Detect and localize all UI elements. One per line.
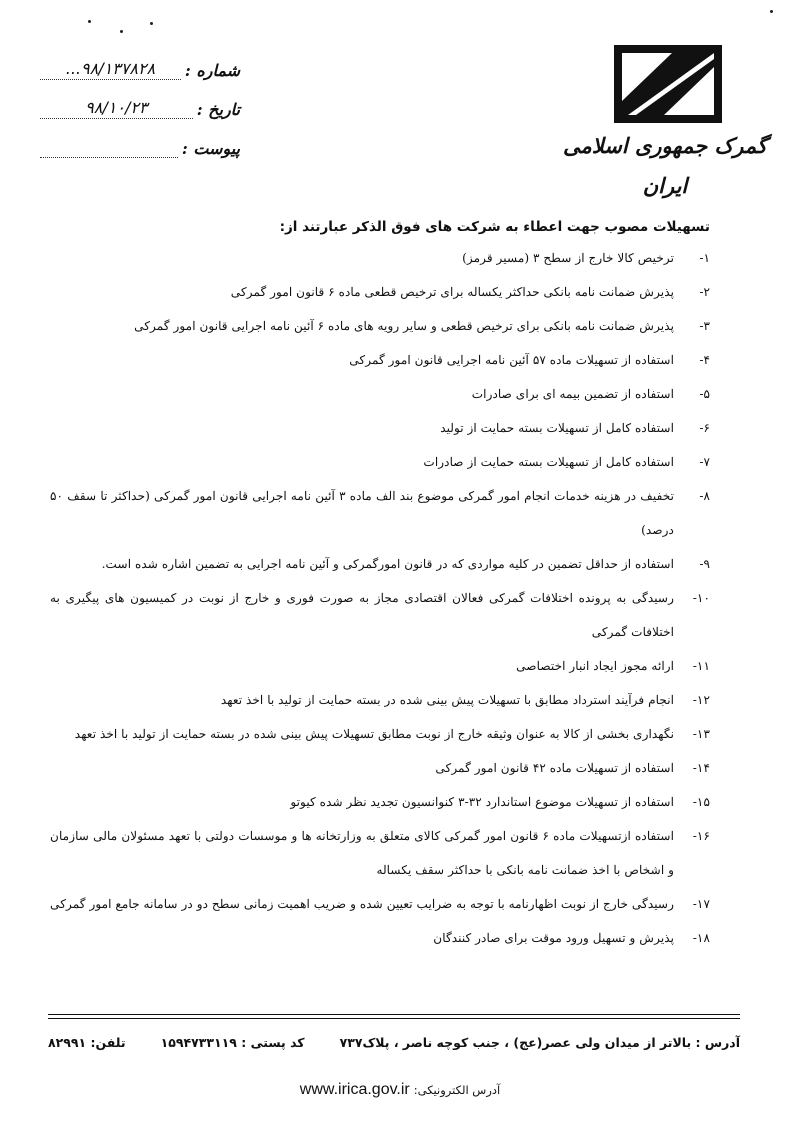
list-item	[50, 921, 710, 955]
list-item-text: پذیرش ضمانت نامه بانکی برای ترخیص قطعی و سایر رویه های ماده ۶ آئین نامه اجرایی قانون امور گمرکی	[134, 319, 674, 333]
list-item	[50, 819, 710, 887]
list-item-number: ۸-	[699, 489, 710, 503]
meta-attachment-value	[40, 137, 178, 158]
meta-date-label: تاریخ :	[196, 100, 240, 119]
list-item	[50, 377, 710, 411]
list-item-text: رسیدگی خارج از نوبت اظهارنامه با توجه به ضرایب تعیین شده و ضریب اهمیت زمانی سطح دو در سامانه جامع امور گمرکی	[50, 897, 674, 911]
list-item	[50, 479, 710, 547]
facility-list	[50, 241, 710, 955]
list-item-text: استفاده از تسهیلات ماده ۵۷ آئین نامه اجرایی قانون امور گمرکی	[349, 353, 674, 367]
list-item	[50, 785, 710, 819]
list-item-number: ۴-	[699, 353, 710, 367]
footer-web	[280, 1078, 520, 1102]
list-item-number: ۶-	[699, 421, 710, 435]
scan-speck	[150, 22, 153, 25]
meta-attachment	[40, 132, 240, 158]
list-item-number: ۱۲-	[692, 693, 710, 707]
list-item-number: ۱-	[699, 251, 710, 265]
list-item-text: استفاده از تضمین بیمه ای برای صادرات	[471, 387, 674, 401]
list-item	[50, 343, 710, 377]
customs-logo-icon	[614, 45, 722, 123]
list-item-number: ۱۴-	[692, 761, 710, 775]
organization-name: گمرک جمهوری اسلامی ایران	[562, 133, 768, 198]
list-item	[50, 275, 710, 309]
list-item-text: استفاده از تسهیلات ماده ۴۲ قانون امور گمرکی	[435, 761, 674, 775]
list-item-text: استفاده از حداقل تضمین در کلیه مواردی که در قانون امورگمرکی و آئین نامه اجرایی به تضمین اشاره شده است.	[101, 557, 674, 571]
web-url[interactable]: www.irica.gov.ir	[299, 1081, 410, 1098]
list-item	[50, 683, 710, 717]
list-item	[50, 309, 710, 343]
list-item-number: ۱۰-	[692, 591, 710, 605]
list-item-text: پذیرش ضمانت نامه بانکی حداکثر یکساله برای ترخیص قطعی ماده ۶ قانون امور گمرکی	[230, 285, 674, 299]
scan-speck	[88, 20, 91, 23]
list-item-number: ۱۷-	[692, 897, 710, 911]
list-item-number: ۱۸-	[692, 931, 710, 945]
meta-date-value: ۹۸/۱۰/۲۳	[40, 98, 193, 119]
footer-address	[48, 1030, 740, 1054]
list-item-text: تخفیف در هزینه خدمات انجام امور گمرکی موضوع بند الف ماده ۳ آئین نامه اجرایی قانون امور گمرکی (حداکثر تا سقف ۵۰ درصد)	[50, 489, 675, 537]
list-item-text: انجام فرآیند استرداد مطابق با تسهیلات پیش بینی شده در بسته حمایت از تولید با اخذ تعهد	[220, 693, 674, 707]
meta-number-label: شماره :	[184, 61, 240, 80]
list-item-text: استفاده از تسهیلات موضوع استاندارد ۳۲-۳ کنوانسیون تجدید نظر شده کیوتو	[290, 795, 674, 809]
web-label: آدرس الکترونیکی:	[413, 1083, 501, 1097]
list-item-text: استفاده ازتسهیلات ماده ۶ قانون امور گمرکی کالای متعلق به وزارتخانه ها و موسسات دولتی با تعهد مسئولان مالی سازمان و اشخاص با اخذ ضمانت نامه بانکی با حداکثر سقف یکساله	[50, 829, 674, 877]
list-item	[50, 445, 710, 479]
meta-number-value: ۹۸/۱۳۷۸۲۸...	[40, 59, 181, 80]
scan-speck	[120, 30, 123, 33]
list-item-number: ۱۳-	[692, 727, 710, 741]
meta-date	[40, 93, 240, 119]
letter-meta	[40, 54, 240, 171]
body-heading: تسهیلات مصوب جهت اعطاء به شرکت های فوق الذکر عبارتند از:	[279, 219, 710, 235]
list-item	[50, 751, 710, 785]
list-item-text: ترخیص کالا خارج از سطح ۳ (مسیر قرمز)	[462, 251, 674, 265]
footer-divider	[48, 1018, 740, 1019]
list-item-text: ارائه مجوز ایجاد انبار اختصاصی	[516, 659, 674, 673]
list-item	[50, 887, 710, 921]
list-item	[50, 649, 710, 683]
list-item	[50, 717, 710, 751]
list-item-number: ۹-	[699, 557, 710, 571]
list-item-text: استفاده کامل از تسهیلات بسته حمایت از صادرات	[423, 455, 674, 469]
meta-number	[40, 54, 240, 80]
list-item-text: استفاده کامل از تسهیلات بسته حمایت از تولید	[440, 421, 674, 435]
list-item-text: نگهداری بخشی از کالا به عنوان وثیقه خارج از نوبت مطابق تسهیلات پیش بینی شده در بسته حمایت از تولید با اخذ تعهد	[74, 727, 674, 741]
list-item	[50, 581, 710, 649]
list-item-number: ۳-	[699, 319, 710, 333]
address-text: آدرس : بالاتر از میدان ولی عصر(عج) ، جنب کوچه ناصر ، پلاک۷۳۷	[339, 1034, 740, 1050]
list-item	[50, 411, 710, 445]
postal-code: کد پستی : ۱۵۹۴۷۳۳۱۱۹	[160, 1034, 305, 1050]
list-item-number: ۱۵-	[692, 795, 710, 809]
list-item-text: رسیدگی به پرونده اختلافات گمرکی فعالان اقتصادی مجاز به صورت فوری و خارج از نوبت در کمیسیون های پیگیری به اختلافات گمرکی	[50, 591, 674, 639]
list-item-number: ۲-	[699, 285, 710, 299]
meta-attachment-label: پیوست :	[181, 139, 240, 158]
list-item-number: ۵-	[699, 387, 710, 401]
footer-divider	[48, 1014, 740, 1015]
list-item-number: ۱۶-	[692, 829, 710, 843]
list-item	[50, 547, 710, 581]
list-item-text: پذیرش و تسهیل ورود موقت برای صادر کنندگان	[433, 931, 674, 945]
list-item-number: ۷-	[699, 455, 710, 469]
list-item-number: ۱۱-	[692, 659, 710, 673]
phone-number: تلفن: ۸۲۹۹۱	[48, 1034, 126, 1050]
document-body	[50, 216, 710, 955]
list-item	[50, 241, 710, 275]
scan-speck	[770, 10, 773, 13]
